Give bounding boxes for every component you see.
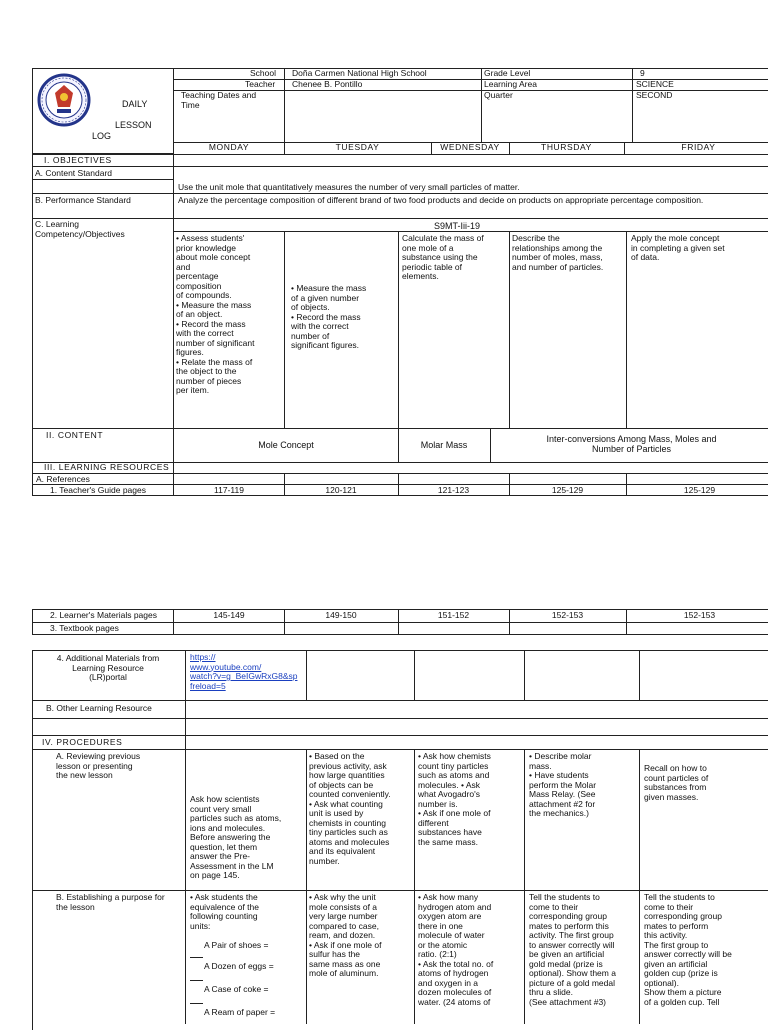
day-friday: FRIDAY	[681, 142, 716, 152]
content-heading: II. CONTENT	[46, 430, 104, 440]
objective-monday: • Assess students' prior knowledge about mole concept and percentage composition of compounds. • Measure the mass of an object. • Record the mass with the correct number of significant figures. • Relate the mass of the object to the number of pieces per item.	[176, 233, 255, 396]
deped-seal-icon	[37, 73, 91, 127]
teacher-value: Chenee B. Pontillo	[292, 79, 363, 89]
quarter-value: SECOND	[636, 90, 673, 100]
day-thursday: THURSDAY	[541, 142, 592, 152]
counting-unit-pair-shoes: A Pair of shoes =	[204, 940, 269, 950]
procedure-a-label: A. Reviewing previous lesson or presenting the new lesson	[56, 751, 141, 781]
lm-monday: 145-149	[213, 610, 245, 620]
counting-unit-ream-paper: A Ream of paper =	[204, 1007, 276, 1017]
references-label: A. References	[36, 474, 90, 484]
tg-tuesday: 120-121	[325, 485, 357, 495]
procedure-a-monday: Ask how scientists count very small particles such as atoms, ions and molecules. Before answering the question, let them answer the Pre- Assessment in the LM on page 145.	[190, 794, 282, 881]
tg-wednesday: 121-123	[437, 485, 470, 495]
objective-wednesday: Calculate the mass of one mole of a substance using the periodic table of elements.	[402, 233, 484, 282]
objectives-heading: I. OBJECTIVES	[44, 155, 112, 165]
log-label: LOG	[92, 131, 112, 141]
lesson-label: LESSON	[115, 120, 152, 130]
procedure-b-tuesday: • Ask why the unit mole consists of a very large number compared to case, ream, and dozen. • Ask if one mole of sulfur has the same mass as one mole of aluminum.	[309, 892, 382, 979]
objective-tuesday: • Measure the mass of a given number of objects. • Record the mass with the correct number of significant figures.	[291, 283, 367, 351]
procedure-b-friday: Tell the students to come to their corresponding group mates to perform this activity. The first group to answer correctly will be given an artificial golden cup (prize is optional). Show them a picture of a golden cup. Tell	[644, 892, 732, 1007]
tg-monday: 117-119	[214, 485, 244, 495]
lm-wednesday: 151-152	[437, 610, 470, 620]
counting-unit-case-coke: A Case of coke =	[204, 984, 269, 994]
tg-thursday: 125-129	[551, 485, 584, 495]
procedure-a-friday: Recall on how to count particles of substances from given masses.	[644, 763, 709, 802]
procedure-a-wednesday: • Ask how chemists count tiny particles such as atoms and molecules. • Ask what Avogadro's number is. • Ask if one mole of different substances have the same mass.	[418, 751, 491, 847]
day-wednesday: WEDNESDAY	[440, 142, 500, 152]
youtube-link[interactable]: https:// www.youtube.com/ watch?v=g_BeIGwRxG8&sp freload=5	[190, 652, 298, 691]
performance-standard-label: B. Performance Standard	[35, 195, 131, 205]
daily-label: DAILY	[122, 99, 148, 109]
school-label: School	[250, 68, 276, 78]
textbook-pages-label: 3. Textbook pages	[50, 623, 119, 633]
objective-thursday: Describe the relationships among the number of moles, mass, and number of particles.	[512, 233, 604, 272]
performance-standard-text: Analyze the percentage composition of different brand of two food products and decide on products on appropriate percentage composition.	[178, 195, 704, 205]
competency-code: S9MT-Iii-19	[434, 221, 481, 231]
teacher-label: Teacher	[245, 79, 276, 89]
resources-heading: III. LEARNING RESOURCES	[44, 462, 170, 472]
grade-value: 9	[640, 68, 645, 78]
learners-materials-label: 2. Learner's Materials pages	[50, 610, 157, 620]
procedure-b-label: B. Establishing a purpose for the lesson	[56, 892, 165, 912]
objective-friday: Apply the mole concept in completing a given set of data.	[631, 233, 725, 263]
content-mole-concept: Mole Concept	[258, 440, 314, 450]
other-resource-label: B. Other Learning Resource	[46, 703, 152, 713]
content-interconversions: Inter-conversions Among Mass, Moles and Number of Particles	[546, 434, 717, 455]
content-standard-label: A. Content Standard	[35, 168, 113, 178]
day-monday: MONDAY	[208, 142, 250, 152]
grade-label: Grade Level	[484, 68, 531, 78]
lm-thursday: 152-153	[551, 610, 584, 620]
learning-area-label: Learning Area	[484, 79, 537, 89]
procedure-b-wednesday: • Ask how many hydrogen atom and oxygen atom are there in one molecule of water or the atomic ratio. (2:1) • Ask the total no. of atoms of hydrogen and oxygen in a dozen molecules of water. (24 atoms of	[418, 892, 494, 1007]
counting-unit-dozen-eggs: A Dozen of eggs =	[204, 961, 274, 971]
school-value: Doña Carmen National High School	[292, 68, 427, 78]
content-standard-text: Use the unit mole that quantitatively measures the number of very small particles of matter.	[178, 182, 520, 192]
teaching-dates-label: Teaching Dates and Time	[181, 90, 257, 110]
teachers-guide-label: 1. Teacher's Guide pages	[50, 485, 146, 495]
procedure-a-tuesday: • Based on the previous activity, ask how large quantities of objects can be counted conveniently. • Ask what counting unit is used by chemists in counting tiny particles such as atoms and molecules and its equivalent number.	[309, 751, 391, 866]
procedure-b-monday-intro: • Ask students the equivalence of the following counting units:	[190, 892, 259, 931]
additional-materials-label: 4. Additional Materials from Learning Resource (LR)portal	[56, 653, 160, 683]
content-molar-mass: Molar Mass	[420, 440, 468, 450]
competency-label: C. Learning Competency/Objectives	[35, 219, 125, 239]
procedures-heading: IV. PROCEDURES	[42, 737, 123, 747]
quarter-label: Quarter	[484, 90, 513, 100]
lm-friday: 152-153	[683, 610, 716, 620]
learning-area-value: SCIENCE	[636, 79, 674, 89]
day-tuesday: TUESDAY	[335, 142, 380, 152]
tg-friday: 125-129	[683, 485, 716, 495]
procedure-b-thursday: Tell the students to come to their corresponding group mates to perform this activity. The first group to answer correctly will be given an artificial gold medal (prize is optional). Show them a picture of a gold medal thru a slide. (See attachment #3)	[529, 892, 616, 1007]
procedure-a-thursday: • Describe molar mass. • Have students perform the Molar Mass Relay. (See attachment #2 for the mechanics.)	[529, 751, 597, 819]
lm-tuesday: 149-150	[325, 610, 357, 620]
